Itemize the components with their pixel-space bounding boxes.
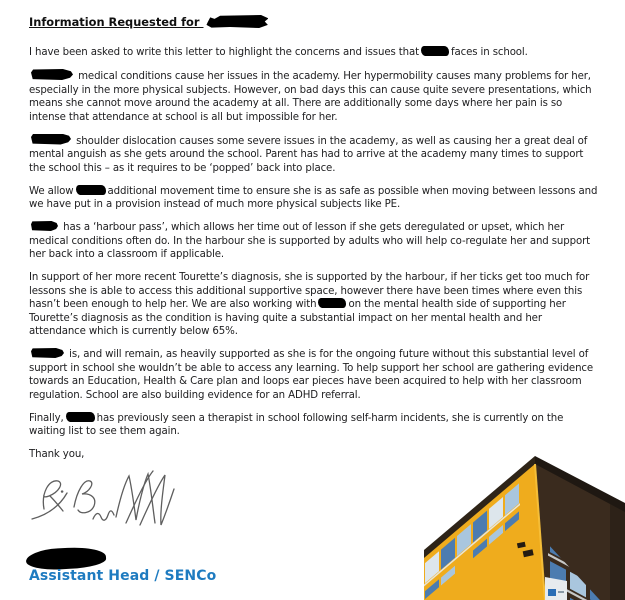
text-run: I have been asked to write this letter to highlight the concerns and issues that	[29, 47, 419, 58]
redaction-mark	[66, 412, 95, 422]
paragraph-medical-conditions	[29, 69, 601, 124]
text-run: faces in school.	[451, 47, 528, 58]
signature-role: Assistant Head / SENCo	[29, 568, 217, 584]
redaction-mark	[31, 221, 58, 231]
text-run: We allow	[29, 185, 74, 197]
redaction-mark	[318, 298, 346, 308]
right-facade-pillar	[610, 501, 625, 600]
redaction-mark	[31, 134, 71, 145]
paragraph-therapist	[29, 412, 601, 439]
redaction-mark	[76, 185, 106, 195]
paragraph-tourettes	[29, 271, 601, 339]
text-run: medical conditions cause her issues in the academy. Her hypermobility causes many problems for her, especially in the more physical subjects. However, on bad days this can cause quite severe presentations, which means she cannot move around the academy at all. There are additionally some days where her pain is so intense that attendance at school is all but impossible for her.	[29, 71, 592, 123]
text-run: has previously seen a therapist in school following self-harm incidents, she is currently on the waiting list to see them again.	[29, 412, 564, 437]
text-run: In support of her more recent Tourette’s diagnosis, she is supported by the harbour, if her ticks get too much for lessons she is able to access this additional supportive space, however there have been times where even this hasn’t been enough to help her. We are also working with	[29, 272, 590, 310]
text-run: Information Requested for	[29, 15, 204, 29]
paragraph-shoulder-dislocation	[29, 134, 601, 176]
letter-body	[29, 15, 601, 448]
redaction-mark	[31, 69, 73, 80]
text-run: Finally,	[29, 412, 64, 424]
letter-title	[29, 15, 601, 29]
text-run: shoulder dislocation causes some severe issues in the academy, as well as causing her a great deal of mental anguish as she gets around the school. Parent has had to arrive at the academy many times to support the school this – as it requires to be ‘popped’ back into place.	[29, 135, 588, 174]
text-run: additional movement time to ensure she is as safe as possible when moving between lessons and we have put in a provision instead of much more physical subjects like PE.	[29, 185, 598, 210]
paragraph-movement-time	[29, 185, 601, 212]
redaction-mark	[31, 348, 64, 358]
closing-text: Thank you,	[29, 449, 85, 460]
text-run: on the mental health side of supporting her Tourette’s diagnosis as the condition is having quite a substantial impact on her mental health and her attendance which is currently below 65%.	[29, 299, 566, 337]
text-run: is, and will remain, as heavily supported as she is for the ongoing future without this substantial level of support in school she wouldn’t be able to access any learning. To help support her school are gathering evidence towards an Education, Health & Care plan and loops ear pieces have been acquired to help with her classroom regulation. School are also building evidence for an ADHD referral.	[29, 349, 594, 401]
text-run: has a ‘harbour pass’, which allows her time out of lesson if she gets deregulated or upset, which her medical conditions often do. In the harbour she is supported by adults who will help co-regulate her and support her back into a classroom if applicable.	[29, 222, 591, 260]
building-sign	[545, 577, 567, 600]
signature-image	[29, 463, 179, 545]
paragraph-intro	[29, 46, 601, 60]
redaction-mark	[206, 15, 268, 28]
signature-block	[29, 449, 349, 599]
paragraph-harbour-pass	[29, 221, 601, 262]
redaction-mark	[421, 46, 449, 56]
paragraph-ehc-plan	[29, 348, 601, 402]
school-building-photo	[424, 440, 625, 600]
